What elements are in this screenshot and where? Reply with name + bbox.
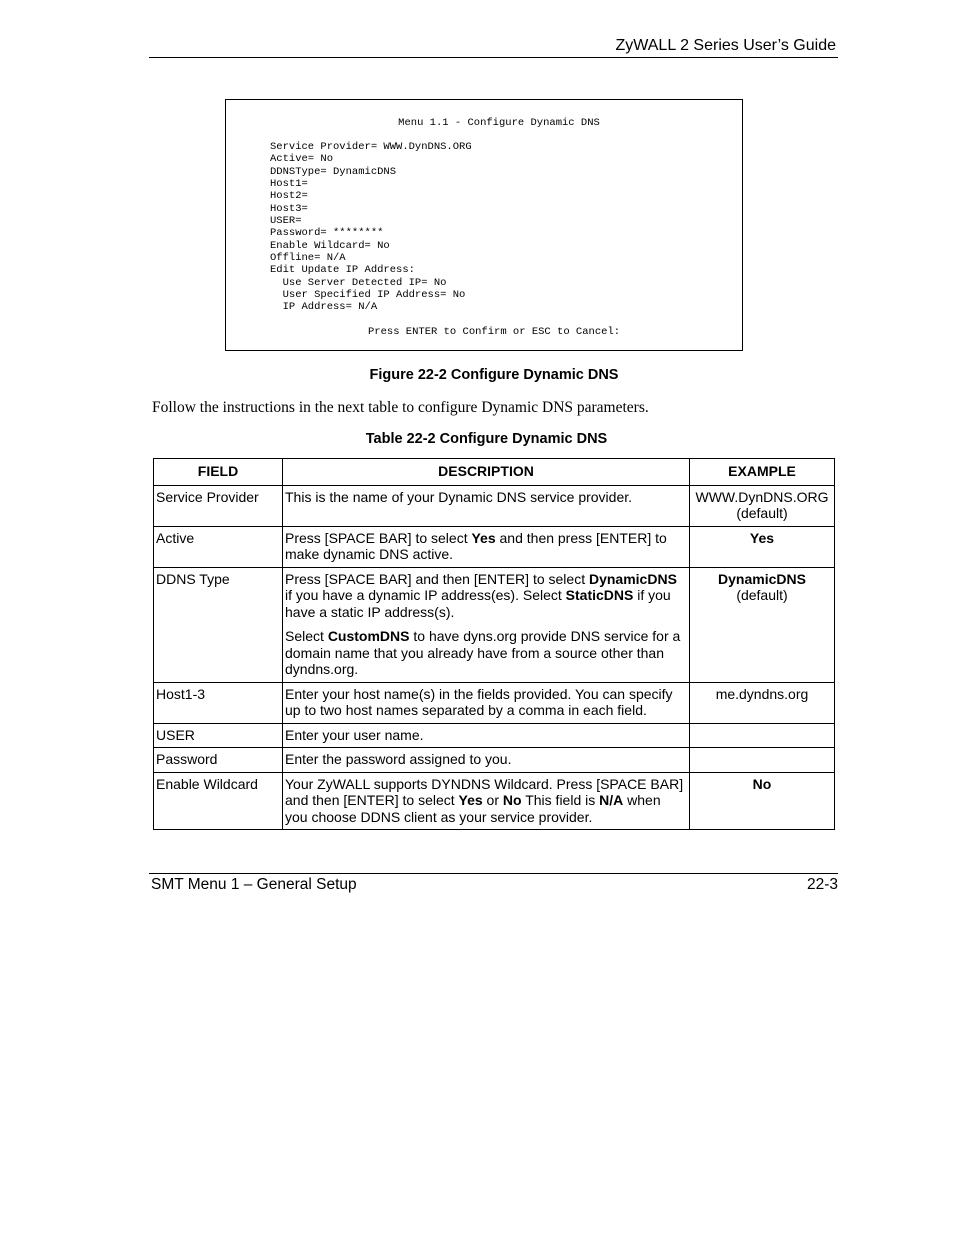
screen-line: Enable Wildcard= No	[270, 239, 390, 252]
bold-term: DynamicDNS	[588, 570, 677, 587]
column-header-field: FIELD	[154, 459, 283, 486]
text-run: when you choose DDNS client as your service provider.	[285, 792, 661, 825]
intro-paragraph: Follow the instructions in the next table to configure Dynamic DNS parameters.	[152, 399, 649, 416]
screen-field-list	[270, 141, 472, 314]
text-run: Press [SPACE BAR] and then [ENTER] to select	[285, 570, 589, 587]
example-cell	[690, 682, 835, 723]
screen-line: Use Server Detected IP= No	[270, 276, 447, 289]
example-value: (default)	[736, 587, 788, 603]
description-cell	[283, 723, 690, 748]
table-row	[154, 682, 835, 723]
footer-divider	[149, 873, 838, 874]
text-run: Select	[285, 628, 328, 644]
table-row	[154, 526, 835, 567]
screen-line: Service Provider= WWW.DynDNS.ORG	[270, 141, 472, 153]
screen-line: User Specified IP Address= No	[270, 289, 466, 302]
description-cell	[283, 567, 690, 682]
example-value: me.dyndns.org	[715, 685, 809, 702]
footer-section-title: SMT Menu 1 – General Setup	[151, 876, 357, 893]
example-cell	[690, 485, 835, 526]
example-value-bold: DynamicDNS	[718, 570, 806, 587]
bold-term: StaticDNS	[565, 587, 634, 603]
config-table	[153, 458, 835, 830]
text-run: to have dyns.org provide DNS service for a domain name that you already have from a source other than dyndns.org.	[285, 628, 681, 677]
table-body	[154, 485, 835, 830]
text-run: or	[482, 792, 503, 808]
text-run: Your ZyWALL supports DYNDNS Wildcard. Press [SPACE BAR] and then [ENTER] to select	[285, 775, 684, 808]
screen-line: Active= No	[270, 153, 334, 166]
field-cell: Password	[154, 748, 283, 773]
example-value: (default)	[736, 505, 788, 521]
field-cell: DDNS Type	[154, 567, 283, 682]
screen-line: Host1=	[270, 178, 308, 191]
footer-page-number: 22-3	[806, 876, 838, 893]
screen-line: DDNSType= DynamicDNS	[270, 165, 397, 178]
screen-prompt: Press ENTER to Confirm or ESC to Cancel:	[368, 326, 621, 338]
text-run: Enter your user name.	[285, 726, 424, 743]
table-row	[154, 567, 835, 682]
description-cell	[283, 526, 690, 567]
screen-menu-title: Menu 1.1 - Configure Dynamic DNS	[398, 117, 600, 129]
screen-line: Offline= N/A	[270, 252, 346, 265]
column-header-example: EXAMPLE	[690, 459, 835, 486]
bold-term: CustomDNS	[327, 628, 410, 644]
text-run: and then press [ENTER] to make dynamic DNS active.	[285, 529, 667, 562]
text-run: This field is	[521, 792, 600, 808]
field-cell: USER	[154, 723, 283, 748]
bold-term: No	[502, 792, 522, 808]
smt-screen-figure	[225, 99, 743, 351]
description-cell	[283, 682, 690, 723]
description-paragraph	[285, 686, 687, 719]
text-run: Enter the password assigned to you.	[285, 751, 512, 767]
field-cell: Service Provider	[154, 485, 283, 526]
screen-line: Password= ********	[270, 227, 384, 240]
description-paragraph	[285, 489, 687, 506]
table-row	[154, 748, 835, 773]
example-cell	[690, 567, 835, 682]
screen-line: IP Address= N/A	[270, 301, 378, 314]
page-header-title: ZyWALL 2 Series User’s Guide	[615, 37, 836, 54]
table-row	[154, 485, 835, 526]
example-cell	[690, 526, 835, 567]
description-paragraph	[285, 628, 687, 678]
description-paragraph	[285, 571, 687, 621]
example-cell	[690, 723, 835, 748]
description-paragraph	[285, 727, 687, 744]
description-cell	[283, 485, 690, 526]
text-run: if you have a dynamic IP address(es). Select	[285, 587, 566, 603]
field-cell: Enable Wildcard	[154, 772, 283, 830]
screen-line: Host3=	[270, 202, 308, 215]
description-cell	[283, 748, 690, 773]
text-run: Press [SPACE BAR] to select	[285, 529, 472, 546]
bold-term: Yes	[471, 529, 496, 546]
header-divider	[149, 57, 838, 58]
table-header-row	[154, 459, 835, 486]
bold-term: N/A	[599, 792, 624, 808]
text-run: Enter your host name(s) in the fields provided. You can specify up to two host names separated by a comma in each field.	[285, 685, 673, 718]
field-cell: Host1-3	[154, 682, 283, 723]
bold-term: Yes	[458, 792, 483, 808]
text-run: This is the name of your Dynamic DNS service provider.	[285, 488, 633, 505]
screen-line: Edit Update IP Address:	[270, 264, 415, 277]
screen-line: Host2=	[270, 190, 308, 203]
text-run: if you have a static IP address(s).	[285, 587, 671, 620]
column-header-description: DESCRIPTION	[283, 459, 690, 486]
example-cell	[690, 748, 835, 773]
description-paragraph	[285, 751, 687, 768]
table-row	[154, 772, 835, 830]
table-row	[154, 723, 835, 748]
example-value-bold: No	[752, 775, 772, 792]
example-value-bold: Yes	[749, 529, 775, 546]
field-cell: Active	[154, 526, 283, 567]
figure-caption: Figure 22-2 Configure Dynamic DNS	[369, 367, 619, 383]
screen-line: USER=	[270, 215, 302, 228]
example-cell	[690, 772, 835, 830]
description-paragraph	[285, 776, 687, 826]
table-caption: Table 22-2 Configure Dynamic DNS	[365, 431, 608, 447]
example-value: WWW.DynDNS.ORG	[695, 488, 829, 505]
description-cell	[283, 772, 690, 830]
description-paragraph	[285, 530, 687, 563]
